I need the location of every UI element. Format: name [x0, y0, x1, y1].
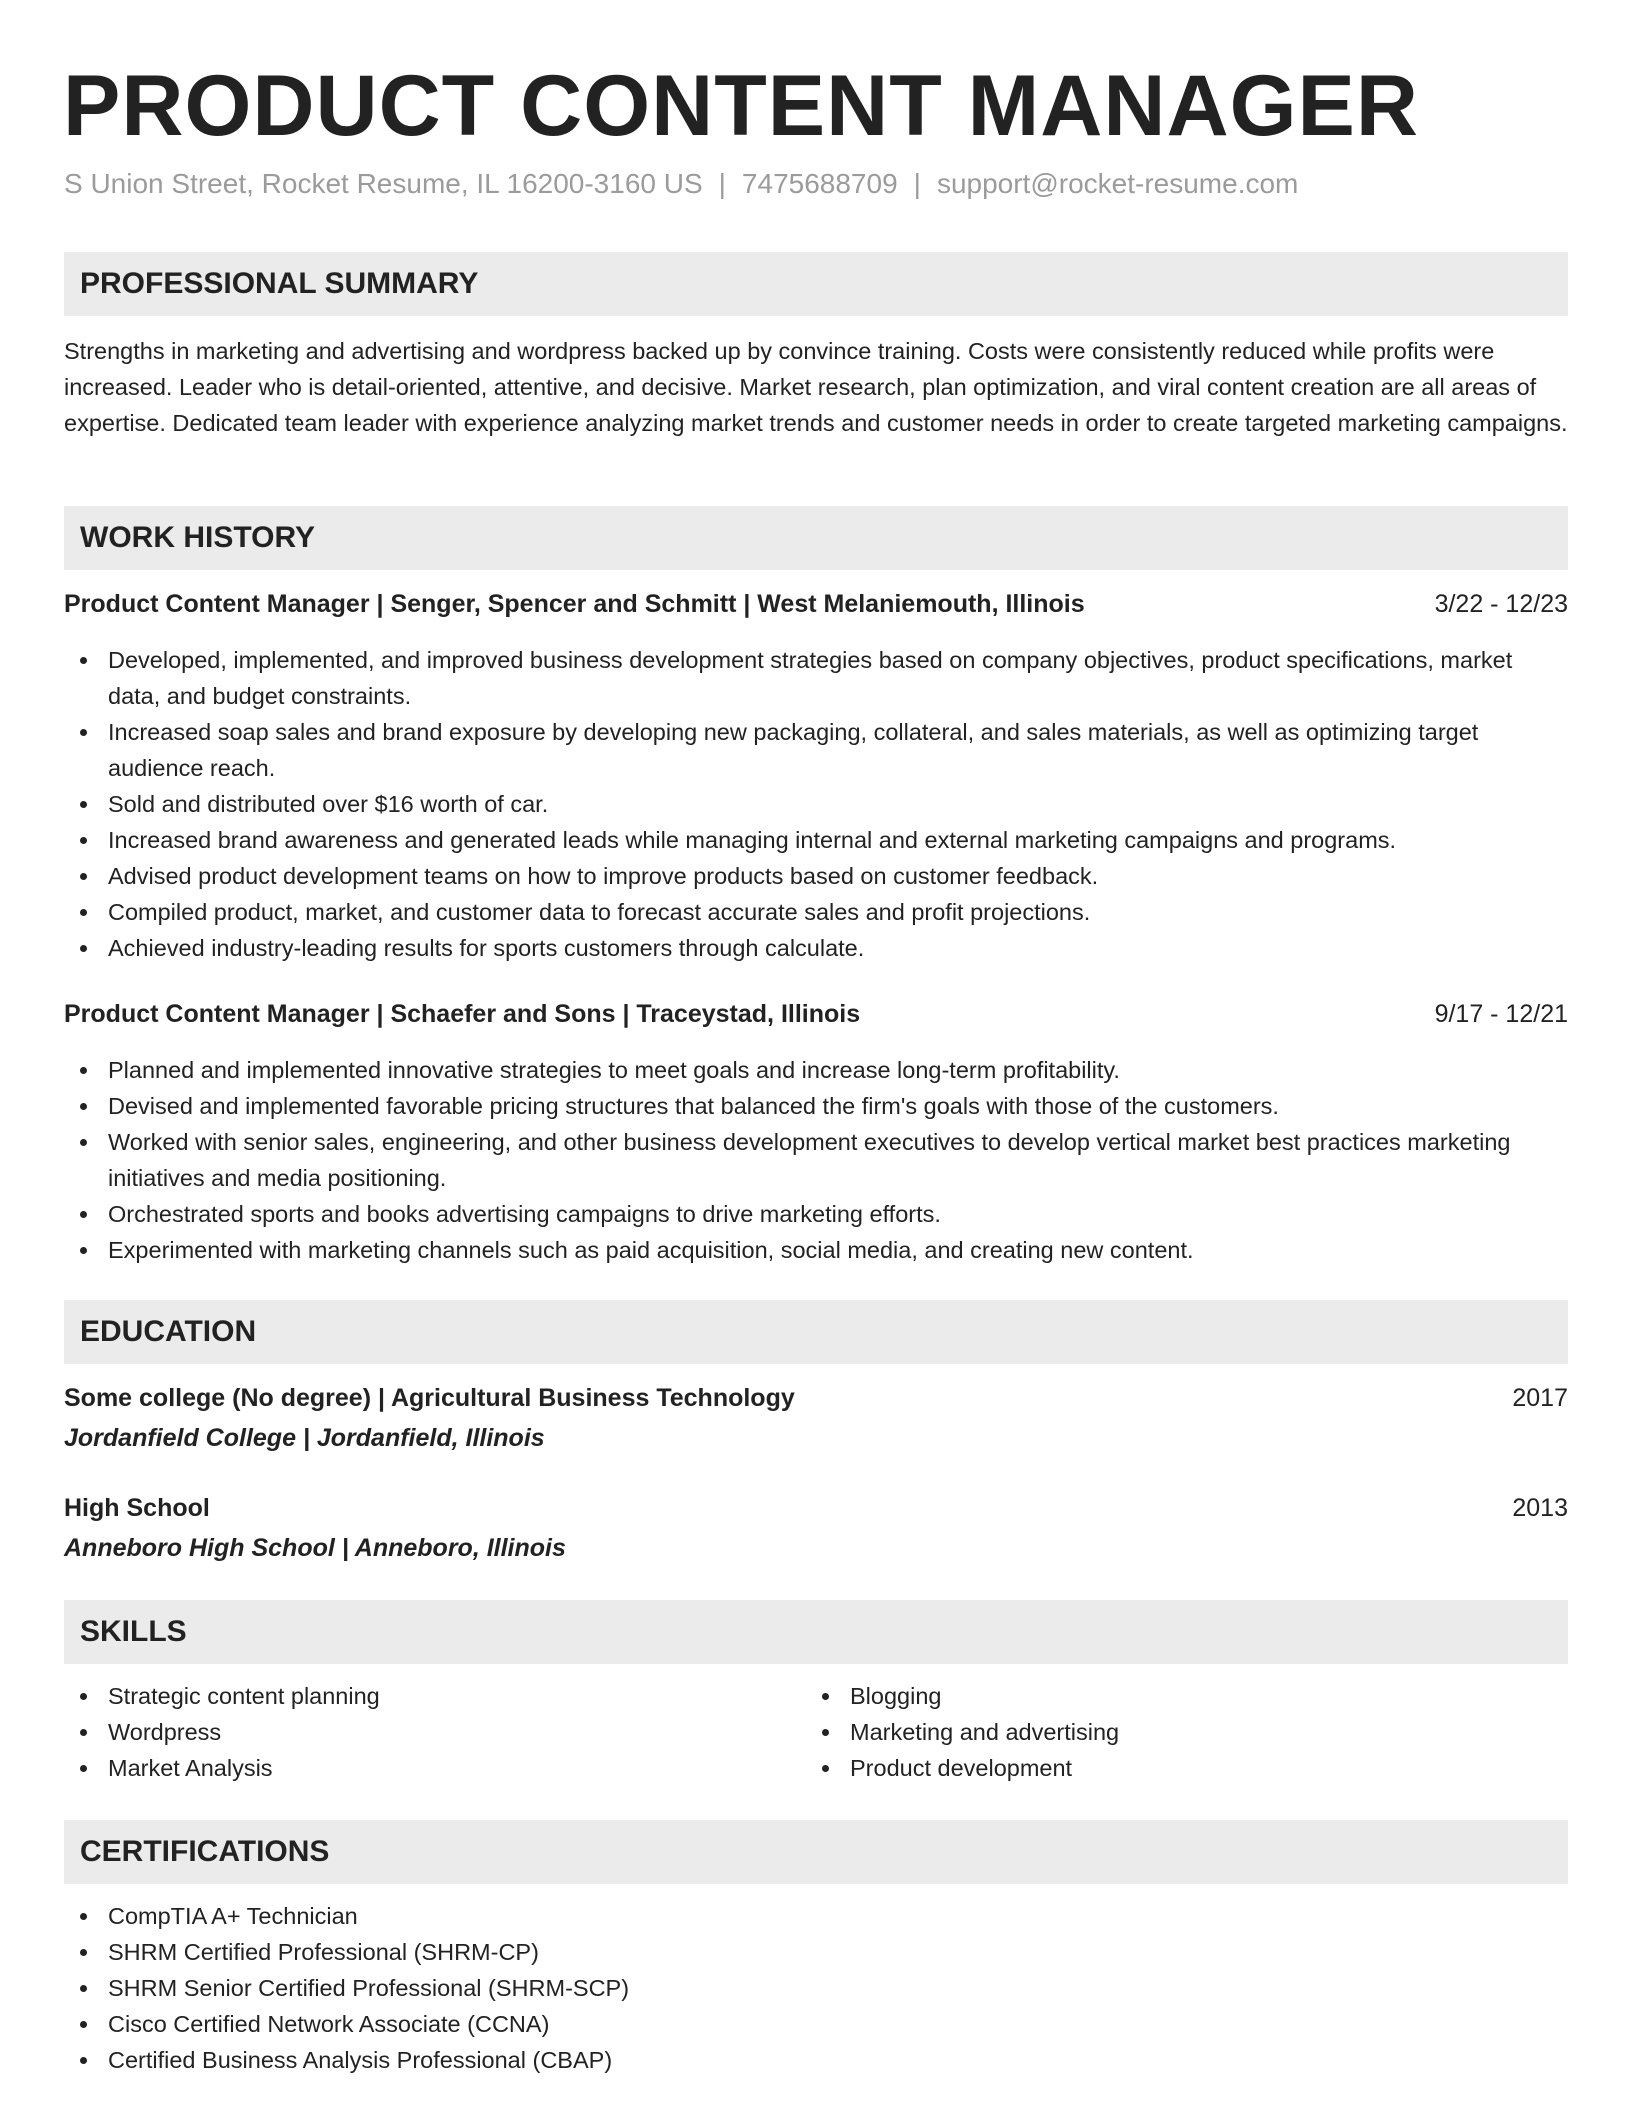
- job-title: Product Content Manager | Senger, Spencer and Schmitt | West Melaniemouth, Illinois: [64, 590, 1085, 618]
- certification-item: CompTIA A+ Technician: [64, 1898, 1568, 1934]
- job-bullet: Sold and distributed over $16 worth of car.: [64, 786, 1568, 822]
- contact-address: S Union Street, Rocket Resume, IL 16200-3160 US: [64, 168, 703, 199]
- certifications-heading: CERTIFICATIONS: [64, 1820, 1568, 1884]
- job-bullet: Increased soap sales and brand exposure by developing new packaging, collateral, and sales materials, as well as optimizing target audience reach.: [64, 714, 1568, 786]
- job-bullet: Advised product development teams on how to improve products based on customer feedback.: [64, 858, 1568, 894]
- job-bullet: Devised and implemented favorable pricing structures that balanced the firm's goals with those of the customers.: [64, 1088, 1568, 1124]
- job-bullet: Experimented with marketing channels such as paid acquisition, social media, and creating new content.: [64, 1232, 1568, 1268]
- education-year: 2013: [1512, 1494, 1568, 1522]
- education-school: Jordanfield College | Jordanfield, Illinois: [64, 1424, 545, 1452]
- education-degree: High School: [64, 1494, 210, 1522]
- job-bullets: [64, 1052, 1568, 1268]
- certification-item: Cisco Certified Network Associate (CCNA): [64, 2006, 1568, 2042]
- job-header: [64, 584, 1568, 624]
- job-bullet: Developed, implemented, and improved business development strategies based on company objectives, product specifications, market data, and budget constraints.: [64, 642, 1568, 714]
- skill-item: Marketing and advertising: [806, 1714, 1506, 1750]
- job-bullet: Orchestrated sports and books advertising campaigns to drive marketing efforts.: [64, 1196, 1568, 1232]
- job-title: Product Content Manager | Schaefer and Sons | Traceystad, Illinois: [64, 1000, 861, 1028]
- job-dates: 9/17 - 12/21: [1434, 1000, 1568, 1028]
- skill-item: Product development: [806, 1750, 1506, 1786]
- job-dates: 3/22 - 12/23: [1434, 590, 1568, 618]
- certification-item: SHRM Certified Professional (SHRM-CP): [64, 1934, 1568, 1970]
- candidate-name: PRODUCT CONTENT MANAGER: [63, 58, 1419, 154]
- education-school: Anneboro High School | Anneboro, Illinois: [64, 1534, 566, 1562]
- job-bullet: Compiled product, market, and customer data to forecast accurate sales and profit projections.: [64, 894, 1568, 930]
- job-bullet: Increased brand awareness and generated leads while managing internal and external marketing campaigns and programs.: [64, 822, 1568, 858]
- skill-item: Blogging: [806, 1678, 1506, 1714]
- job-bullet: Achieved industry-leading results for sports customers through calculate.: [64, 930, 1568, 966]
- job-bullets: [64, 642, 1568, 966]
- skills-heading: SKILLS: [64, 1600, 1568, 1664]
- education-year: 2017: [1512, 1384, 1568, 1412]
- certifications-list: [64, 1898, 1568, 2078]
- contact-line: [64, 166, 1298, 202]
- contact-separator: |: [913, 168, 921, 199]
- education-header: [64, 1488, 1568, 1528]
- job-header: [64, 994, 1568, 1034]
- contact-phone: 7475688709: [741, 168, 898, 199]
- skill-item: Market Analysis: [64, 1750, 764, 1786]
- work-history-heading: WORK HISTORY: [64, 506, 1568, 570]
- skill-item: Wordpress: [64, 1714, 764, 1750]
- skills-list-left: [64, 1678, 764, 1786]
- summary-heading: PROFESSIONAL SUMMARY: [64, 252, 1568, 316]
- education-degree: Some college (No degree) | Agricultural Business Technology: [64, 1384, 795, 1412]
- summary-text: Strengths in marketing and advertising and wordpress backed up by convince training. Costs were consistently reduced while profits were increased. Leader who is detail-oriented, attentive, and decisive. Market research, plan optimization, and viral content creation are all areas of expertise. Dedicated team leader with experience analyzing market trends and customer needs in order to create targeted marketing campaigns.: [64, 338, 1568, 436]
- education-header: [64, 1378, 1568, 1418]
- contact-email: support@rocket-resume.com: [936, 168, 1299, 199]
- education-heading: EDUCATION: [64, 1300, 1568, 1364]
- job-bullet: Worked with senior sales, engineering, and other business development executives to develop vertical market best practices marketing initiatives and media positioning.: [64, 1124, 1568, 1196]
- certification-item: SHRM Senior Certified Professional (SHRM-SCP): [64, 1970, 1568, 2006]
- contact-separator: |: [718, 168, 726, 199]
- certification-item: Certified Business Analysis Professional (CBAP): [64, 2042, 1568, 2078]
- skills-list-right: [806, 1678, 1506, 1786]
- skill-item: Strategic content planning: [64, 1678, 764, 1714]
- job-bullet: Planned and implemented innovative strategies to meet goals and increase long-term profitability.: [64, 1052, 1568, 1088]
